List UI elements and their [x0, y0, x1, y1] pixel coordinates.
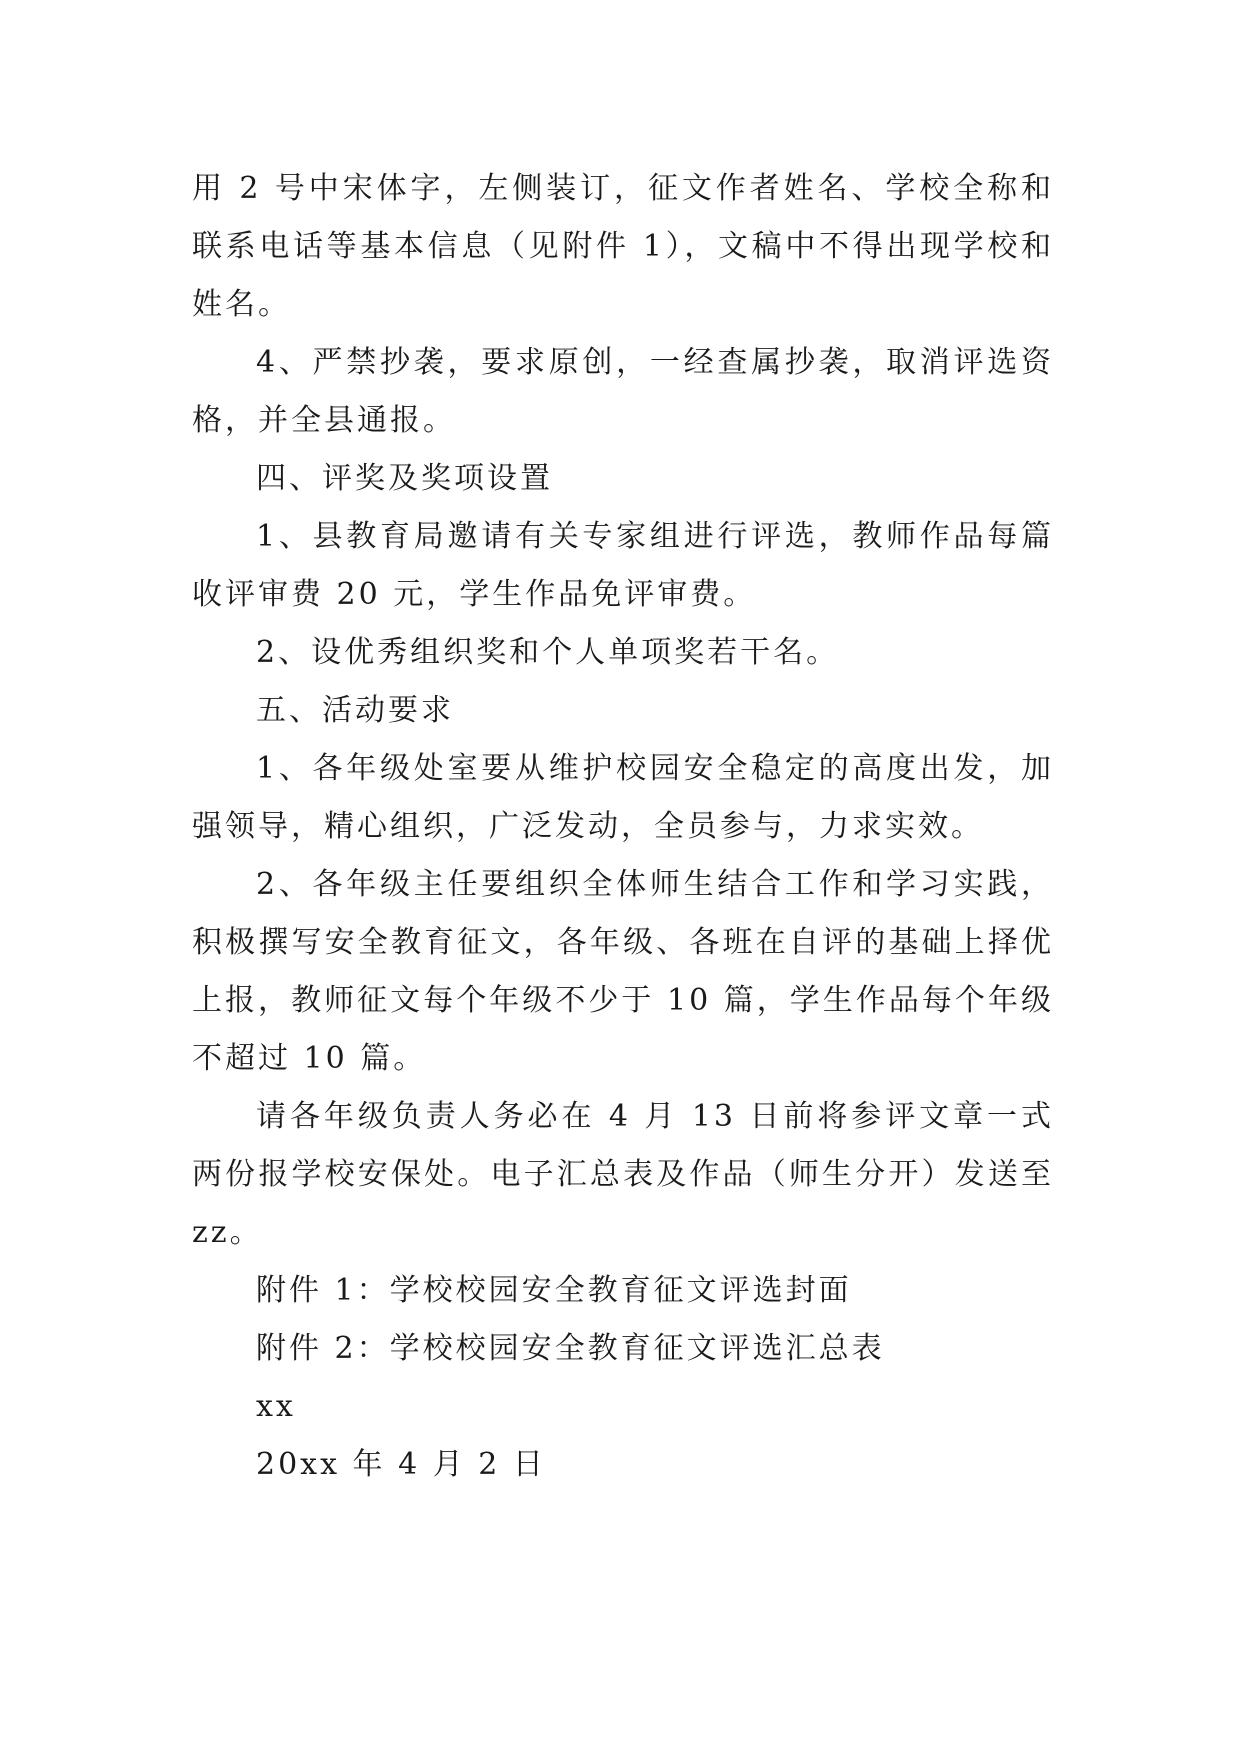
paragraph-award-categories: 2、设优秀组织奖和个人单项奖若干名。: [256, 635, 840, 670]
document-page: [192, 160, 1054, 1494]
attachment-1: 附件 1：学校校园安全教育征文评选封面: [256, 1273, 852, 1308]
paragraph-evaluation-fee: 1、县教育局邀请有关专家组进行评选，教师作品每篇收评审费 20 元，学生作品免评审费。: [192, 519, 1054, 612]
signature: xx: [256, 1389, 296, 1424]
paragraph-deadline: 请各年级负责人务必在 4 月 13 日前将参评文章一式两份报学校安保处。电子汇总表及作品（师生分开）发送至 zz。: [192, 1099, 1054, 1250]
section-heading-awards: 四、评奖及奖项设置: [256, 461, 553, 496]
attachment-2: 附件 2：学校校园安全教育征文评选汇总表: [256, 1331, 885, 1366]
paragraph-no-plagiarism: 4、严禁抄袭，要求原创，一经查属抄袭，取消评选资格，并全县通报。: [192, 345, 1054, 438]
document-date: 20xx 年 4 月 2 日: [256, 1447, 546, 1482]
paragraph-requirement-2: 2、各年级主任要组织全体师生结合工作和学习实践，积极撰写安全教育征文，各年级、各班在自评的基础上择优上报，教师征文每个年级不少于 10 篇，学生作品每个年级不超过 10 篇。: [192, 867, 1054, 1076]
paragraph-submission-format: 用 2 号中宋体字，左侧装订，征文作者姓名、学校全称和联系电话等基本信息（见附件 1），文稿中不得出现学校和姓名。: [192, 171, 1054, 322]
section-heading-requirements: 五、活动要求: [256, 693, 454, 728]
paragraph-requirement-1: 1、各年级处室要从维护校园安全稳定的高度出发，加强领导，精心组织，广泛发动，全员参与，力求实效。: [192, 751, 1054, 844]
